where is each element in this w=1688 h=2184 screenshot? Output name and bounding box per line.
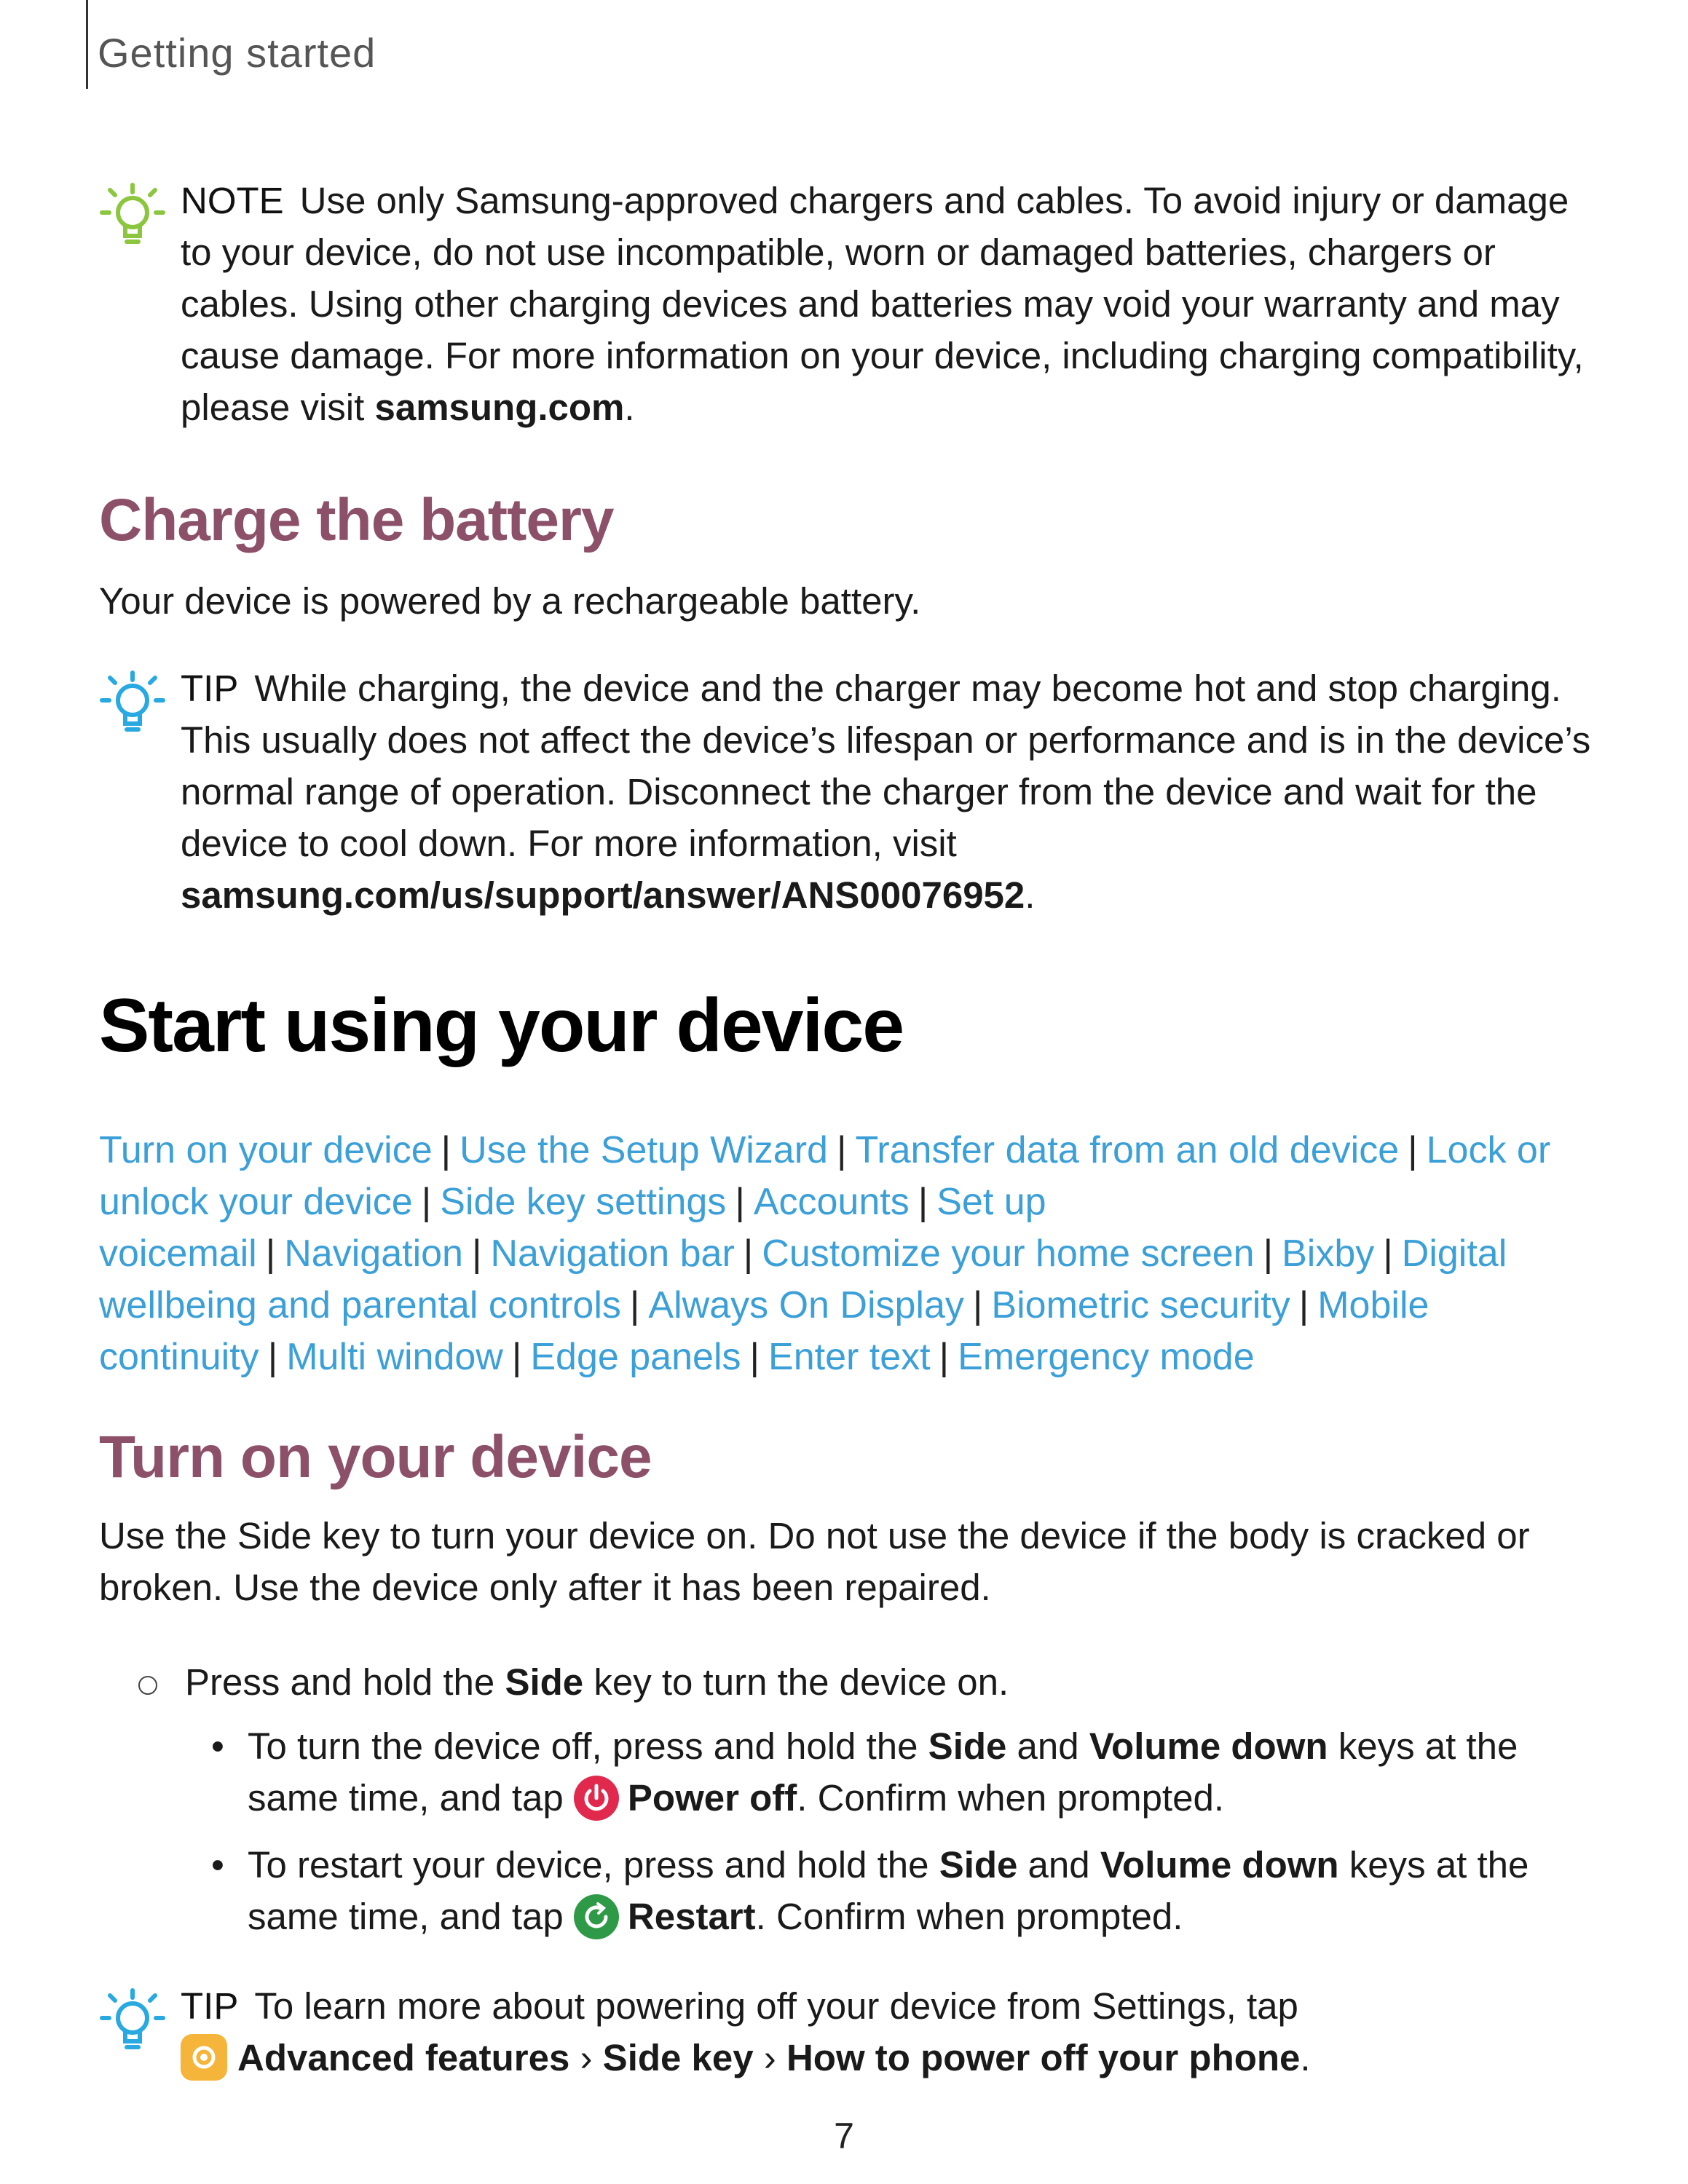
- link-separator: |: [972, 1284, 983, 1326]
- topic-link[interactable]: Transfer data from an old device: [855, 1129, 1400, 1171]
- topic-link[interactable]: Use the Setup Wizard: [460, 1129, 828, 1171]
- samsung-link[interactable]: samsung.com: [374, 387, 625, 428]
- link-separator: |: [629, 1284, 640, 1326]
- link-separator: |: [735, 1181, 745, 1223]
- start-heading: Start using your device: [99, 984, 904, 1068]
- topic-link[interactable]: Navigation: [284, 1233, 463, 1275]
- link-separator: |: [1383, 1233, 1393, 1275]
- path-power-off: How to power off your phone: [786, 2037, 1301, 2078]
- tip-text-1: TIP While charging, the device and the charger may become hot and stop charging. This usually does not affect the device’s lifespan or performance and is in the device’s normal range of operation. Disconnect the charger from the device and wait for the device to cool down. For more information, visit samsung.com/us/support/answer/ANS00076952.: [181, 668, 1591, 916]
- charge-heading: Charge the battery: [99, 487, 614, 553]
- lightbulb-icon: [95, 1980, 175, 2060]
- topic-link[interactable]: Multi window: [286, 1336, 503, 1378]
- power-icon: [574, 1776, 619, 1821]
- restart-icon: [574, 1894, 619, 1939]
- header-rule: [86, 0, 88, 89]
- topic-link[interactable]: Lock or unlock your device: [99, 1129, 1551, 1223]
- link-separator: |: [265, 1233, 276, 1275]
- settings-icon: [181, 2034, 227, 2081]
- topic-link[interactable]: Digital wellbeing and parental controls: [99, 1233, 1507, 1326]
- topic-link[interactable]: Biometric security: [991, 1284, 1290, 1326]
- link-separator: |: [1408, 1129, 1418, 1171]
- topic-link[interactable]: Edge panels: [530, 1336, 741, 1378]
- turn-on-heading: Turn on your device: [99, 1424, 652, 1490]
- path-advanced-features: Advanced features: [237, 2037, 570, 2078]
- link-separator: |: [511, 1336, 522, 1378]
- link-separator: |: [267, 1336, 278, 1378]
- page-number: 7: [834, 2116, 854, 2156]
- topic-link[interactable]: Emergency mode: [958, 1336, 1255, 1378]
- turn-on-body: Use the Side key to turn your device on. Do not use the device if the body is cracked or broken. Use the device only after it has been repaired.: [99, 1515, 1530, 1608]
- note-callout: [95, 175, 1595, 433]
- link-separator: |: [471, 1233, 482, 1275]
- power-off-label: Power off: [627, 1777, 797, 1819]
- link-separator: |: [1263, 1233, 1274, 1275]
- path-side-key: Side key: [602, 2037, 754, 2078]
- tip-label: TIP: [181, 668, 239, 709]
- topic-link[interactable]: Always On Display: [648, 1284, 964, 1326]
- tip-callout-2: [95, 1980, 1595, 2084]
- bullet-power-off: • To turn the device off, press and hold the Side and Volume down keys at the same time, and tap Power off. Confirm when prompted.: [211, 1720, 1595, 1824]
- topic-link[interactable]: Set up voicemail: [99, 1181, 1046, 1275]
- topic-link[interactable]: Bixby: [1282, 1233, 1375, 1275]
- topic-link[interactable]: Mobile continuity: [99, 1284, 1429, 1378]
- topic-link[interactable]: Customize your home screen: [762, 1233, 1255, 1275]
- lightbulb-icon: [95, 175, 175, 255]
- step-1: Press and hold the Side key to turn the device on.: [138, 1656, 1595, 1708]
- link-separator: |: [918, 1181, 928, 1223]
- link-separator: |: [939, 1336, 950, 1378]
- note-label: NOTE: [181, 180, 284, 221]
- bullet-restart: • To restart your device, press and hold the Side and Volume down keys at the same time, and tap Restart. Confirm when prompted.: [211, 1839, 1595, 1942]
- link-separator: |: [749, 1336, 760, 1378]
- tip-text-2: TIP To learn more about powering off your device from Settings, tap Advanced features › Side key › How to power off your phone.: [181, 1980, 1595, 2084]
- lightbulb-icon: [95, 662, 175, 743]
- link-separator: |: [421, 1181, 432, 1223]
- tip-callout-1: [95, 662, 1595, 921]
- link-separator: |: [441, 1129, 451, 1171]
- topic-links: [99, 1125, 1599, 1383]
- topic-link[interactable]: Navigation bar: [490, 1233, 735, 1275]
- topic-link[interactable]: Side key settings: [440, 1181, 727, 1223]
- link-separator: |: [836, 1129, 847, 1171]
- charge-body: Your device is powered by a rechargeable battery.: [99, 580, 921, 622]
- header-title: Getting started: [98, 30, 376, 76]
- link-separator: |: [743, 1233, 754, 1275]
- restart-label: Restart: [627, 1896, 756, 1937]
- link-separator: |: [1298, 1284, 1309, 1326]
- tip-label: TIP: [181, 1985, 239, 2027]
- topic-link[interactable]: Enter text: [768, 1336, 931, 1378]
- support-link[interactable]: samsung.com/us/support/answer/ANS00076952: [181, 874, 1025, 916]
- note-text: NOTE Use only Samsung-approved chargers and cables. To avoid injury or damage to your device, do not use incompatible, worn or damaged batteries, chargers or cables. Using other charging devices and batteries may void your warranty and may cause damage. For more information on your device, including charging compatibility, please visit samsung.com.: [181, 180, 1584, 428]
- topic-link[interactable]: Accounts: [753, 1181, 910, 1223]
- topic-link[interactable]: Turn on your device: [99, 1129, 433, 1171]
- step-circle-icon: [138, 1676, 157, 1695]
